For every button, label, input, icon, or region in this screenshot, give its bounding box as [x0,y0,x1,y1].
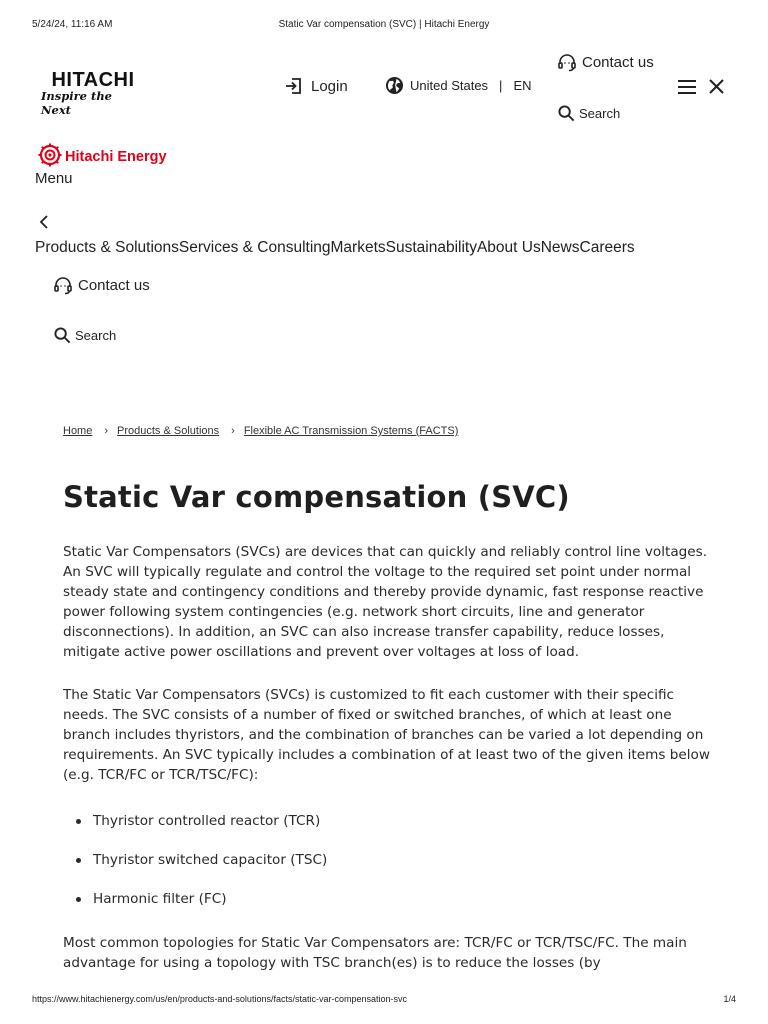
print-url: https://www.hitachienergy.com/us/en/products-and-solutions/facts/static-var-compensation-svc [32,994,407,1004]
nav-item-about-us[interactable]: About Us [476,239,541,256]
hitachi-energy-logo-text: Hitachi Energy [65,149,167,165]
print-datetime: 5/24/24, 11:16 AM [32,19,113,30]
nav-item-markets[interactable]: Markets [330,239,386,256]
hitachi-energy-emblem-icon [38,143,62,171]
chevron-left-icon[interactable] [38,214,50,230]
nav-item-sustainability[interactable]: Sustainability [385,239,477,256]
contact-us-link[interactable] [53,275,150,295]
print-page-number: 1/4 [723,994,736,1004]
nav-item-products-solutions[interactable]: Products & Solutions [35,239,179,256]
login-icon [285,77,303,95]
chevron-right-icon: › [104,425,109,437]
nav-item-news[interactable]: News [540,239,580,256]
search-label: Search [75,328,117,343]
hitachi-energy-logo[interactable] [38,143,167,171]
nav-item-careers[interactable]: Careers [579,239,635,256]
headset-icon [53,275,73,295]
contact-us-label: Contact us [78,276,150,294]
headset-icon [557,52,577,72]
print-page-title: Static Var compensation (SVC) | Hitachi Energy [278,19,490,30]
paragraph-composition: The Static Var Compensators (SVCs) is customized to fit each customer with their specific needs. The SVC consists of a number of fixed or switched branches, of which at least one branch includes thyristors, and the combination of branches can be varied a lot depending on requirements. An SVC typically includes a combination of at least two of the given items below (e.g. TCR/FC or TCR/TSC/FC): [63,687,710,783]
search-link[interactable] [54,327,116,344]
list-item: Thyristor switched capacitor (TSC) [63,850,713,889]
paragraph-topologies: Most common topologies for Static Var Compensators are: TCR/FC or TCR/TSC/FC. The main advantage for using a topology with TSC branch(es) is to reduce the losses (by [63,935,687,971]
locale-separator: | [499,78,503,93]
hitachi-logo-text: HITACHI [51,69,135,91]
breadcrumb-home[interactable]: Home [63,425,93,437]
hitachi-logo[interactable] [41,69,145,117]
breadcrumb-products-solutions[interactable]: Products & Solutions [117,425,220,437]
search-label-top: Search [579,106,621,121]
main-nav [35,239,635,257]
search-icon [558,105,575,122]
breadcrumb [63,425,458,437]
search-link-top[interactable] [558,105,620,122]
locale-language: EN [513,78,532,93]
contact-us-label-top: Contact us [582,53,654,71]
hitachi-tagline: Inspire the Next [41,89,112,117]
hamburger-icon[interactable] [677,78,697,96]
page-title: Static Var compensation (SVC) [63,480,570,514]
locale-selector[interactable] [385,76,532,95]
close-icon[interactable] [708,78,725,95]
locale-country: United States [410,78,489,93]
nav-item-services-consulting[interactable]: Services & Consulting [178,239,331,256]
breadcrumb-facts[interactable]: Flexible AC Transmission Systems (FACTS) [243,425,459,437]
login-link[interactable] [285,77,348,95]
list-item: Thyristor controlled reactor (TCR) [63,811,713,850]
list-item: Harmonic filter (FC) [63,889,713,928]
globe-icon [385,76,404,95]
chevron-right-icon: › [231,425,235,437]
branch-list [63,811,713,928]
contact-us-link-top[interactable] [557,52,654,72]
search-icon [54,327,71,344]
login-label: Login [311,77,348,95]
paragraph-intro: Static Var Compensators (SVCs) are devices that can quickly and reliably control line voltages. An SVC will typically regulate and control the voltage to the required set point under normal steady state and contingency conditions and thereby provide dynamic, fast response reactive power following system contingencies (e.g. network short circuits, line and generator disconnections). In addition, an SVC can also increase transfer capability, reduce losses, mitigate active power oscillations and prevent over voltages at loss of load. [63,544,708,660]
menu-label[interactable]: Menu [35,170,73,187]
